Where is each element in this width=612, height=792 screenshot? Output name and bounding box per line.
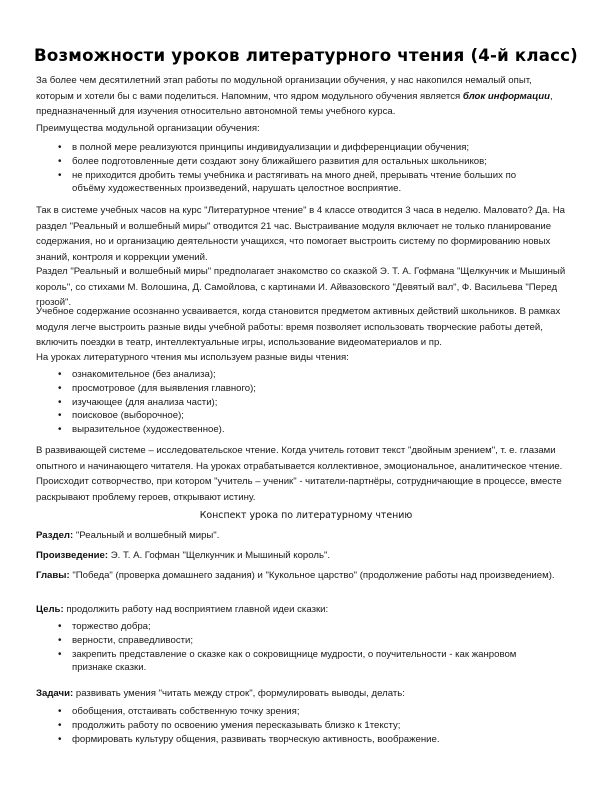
section-paragraph: Раздел "Реальный и волшебный миры" предполагает знакомство со сказкой Э. Т. А. Гофмана "Щелкунчик и Мышиный король", со стихами М. Волошина, Д. Самойлова, с картинами И. Айвазовского "Девятый вал", Ф. Васильева "Перед грозой". [36, 266, 566, 308]
goal-value: продолжить работу над восприятием главной идеи сказки: [63, 604, 329, 615]
reading-types-list [36, 368, 536, 437]
work-value: Э. Т. А. Гофман "Щелкунчик и Мышиный король". [108, 550, 331, 561]
document-title: Возможности уроков литературного чтения (4-й класс) [34, 46, 578, 65]
list-item: • просмотровое (для выявления главного); [36, 382, 536, 396]
tasks-list [36, 705, 536, 746]
intro-paragraph [36, 73, 568, 120]
intro-emphasis: блок информации [462, 90, 551, 102]
research-paragraph: В развивающей системе – исследовательское чтение. Когда учитель готовит текст "двойным зрением", т. е. глазами опытного и начинающего читателя. На уроках отрабатывается коллективное, эмоциональное, аналитическое чтение. Происходит сотворчество, при котором "учитель – ученик" - читатели-партнёры, сотрудничающие в процессе, вместе раскрывают проблему героев, открывают истину. [36, 445, 563, 503]
lesson-goal-line [36, 602, 568, 618]
lesson-section-line [36, 528, 568, 544]
intro-text-before: За более чем десятилетний этап работы по модульной организации обучения, у нас накопился немалый опыт, которым и хотели бы с вами поделиться. Напомним, что ядром модульного обучения является [36, 75, 532, 102]
lesson-chapters-line [36, 568, 568, 584]
list-item: • формировать культуру общения, развивать творческую активность, воображение. [36, 733, 536, 747]
list-item: • более подготовленные дети создают зону ближайшего развития для остальных школьников; [36, 155, 536, 169]
list-item: • закрепить представление о сказке как о сокровищнице мудрости, о поучительности - как жанровом признаке сказки. [36, 648, 536, 676]
list-item: • в полной мере реализуются принципы индивидуализации и дифференциации обучения; [36, 141, 536, 155]
list-item: • обобщения, отстаивать собственную точку зрения; [36, 705, 536, 719]
list-item: • не приходится дробить темы учебника и растягивать на много дней, прерывать чтение больших по объёму художественных произведений, нарушать целостное восприятие. [36, 169, 536, 197]
section-value: "Реальный и волшебный миры". [73, 530, 220, 541]
list-item: • изучающее (для анализа части); [36, 396, 536, 410]
reading-types-heading: На уроках литературного чтения мы используем разные виды чтения: [36, 352, 349, 363]
section-label: Раздел: [36, 530, 74, 541]
list-item: • выразительное (художественное). [36, 423, 536, 437]
lesson-plan-subtitle: Конспект урока по литературному чтению [199, 510, 413, 521]
list-item: • ознакомительное (без анализа); [36, 368, 536, 382]
tasks-label: Задачи: [36, 688, 74, 699]
list-item: • торжество добра; [36, 620, 536, 634]
work-label: Произведение: [36, 550, 109, 561]
list-item: • верности, справедливости; [36, 634, 536, 648]
chapters-label: Главы: [36, 570, 70, 581]
lesson-tasks-line [36, 686, 568, 702]
goal-list [36, 620, 536, 675]
list-item: • поисковое (выборочное); [36, 409, 536, 423]
hours-paragraph: Так в системе учебных часов на курс "Литературное чтение" в 4 классе отводится 3 часа в неделю. Маловато? Да. На раздел "Реальный и волшебный миры" отводится 21 час. Выстраивание модуля включает не только планирование содержания, но и организацию деятельности учащихся, что помогает выстроить систему по формированию новых знаний, контроля и коррекции умений. [36, 205, 565, 263]
lesson-work-line [36, 548, 568, 564]
chapters-value: "Победа" (проверка домашнего задания) и "Кукольное царство" (продолжение работы над произведением). [69, 570, 555, 581]
intro-text-after: , предназначенный для изучения относительно автономной темы учебного курса. [36, 90, 553, 117]
advantages-list [36, 141, 536, 196]
goal-label: Цель: [36, 604, 64, 615]
list-item: • продолжить работу по освоению умения пересказывать близко к 1тексту; [36, 719, 536, 733]
content-paragraph: Учебное содержание осознанно усваивается, когда становится предметом активных действий школьников. В рамках модуля легче выстроить разные виды учебной работы: время позволяет использовать творческие работы детей, включить поездки в театр, интеллектуальные игры, использование видеоматериалов и пр. [36, 306, 561, 348]
advantages-heading: Преимущества модульной организации обучения: [36, 123, 260, 134]
tasks-value: развивать умения "читать между строк", формулировать выводы, делать: [73, 688, 405, 699]
